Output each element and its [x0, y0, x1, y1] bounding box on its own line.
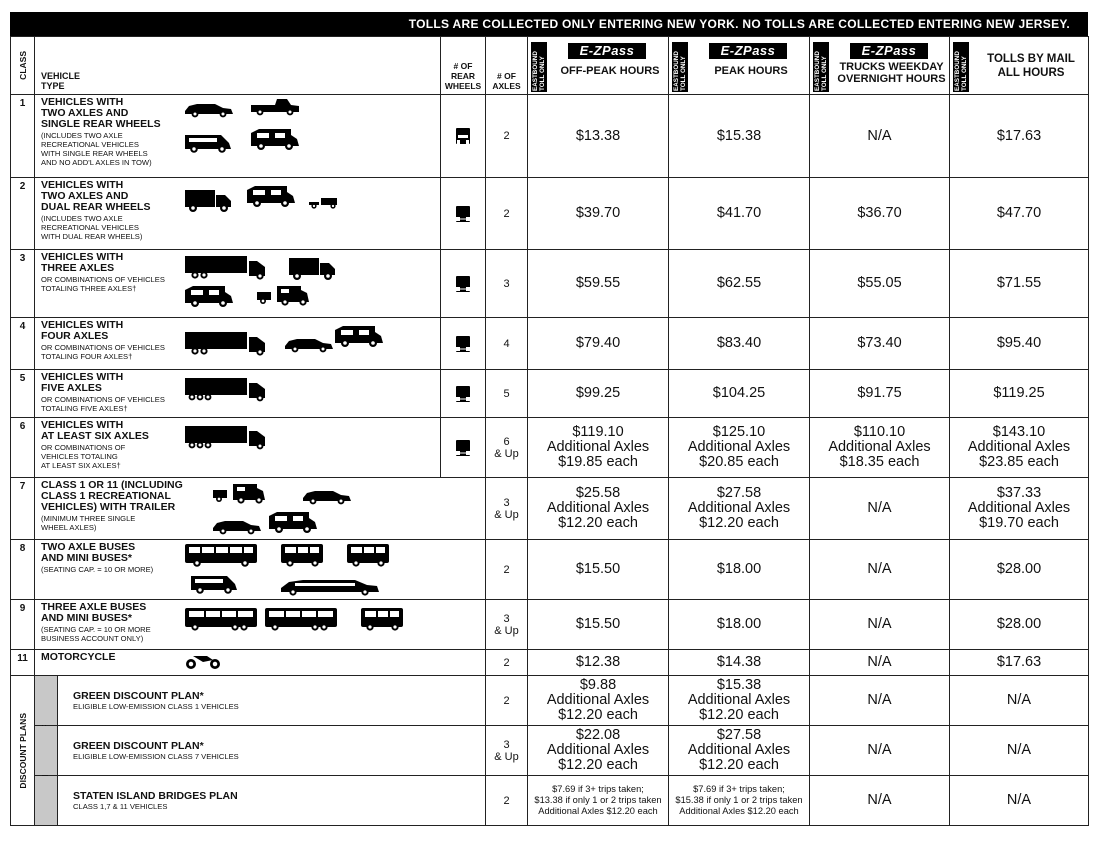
vehicle-icons — [185, 604, 415, 634]
vehicle-note: (INCLUDES TWO AXLE RECREATIONAL VEHICLES WITH SINGLE REAR WHEELS AND NO ADD'L AXLES IN TOW) — [41, 131, 152, 167]
plan-note: ELIGIBLE LOW-EMISSION CLASS 7 VEHICLES — [73, 752, 239, 761]
tolls-by-mail: $47.70 — [950, 178, 1089, 250]
trucks-overnight-toll: N/A — [810, 676, 950, 726]
offpeak-toll: $25.58 Additional Axles $12.20 each — [528, 478, 669, 540]
axles-value: 3 — [486, 250, 528, 318]
tolls-by-mail: $71.55 — [950, 250, 1089, 318]
class-number: 4 — [11, 318, 35, 370]
peak-toll: $83.40 — [669, 318, 810, 370]
plan-note: CLASS 1,7 & 11 VEHICLES — [73, 802, 168, 811]
vehicle-title: VEHICLES WITH TWO AXLES AND DUAL REAR WHEELS — [41, 179, 151, 213]
offpeak-toll: $99.25 — [528, 370, 669, 418]
vehicle-title: MOTORCYCLE — [41, 651, 116, 663]
trucks-overnight-toll: $36.70 — [810, 178, 950, 250]
vehicle-title: TWO AXLE BUSES AND MINI BUSES* — [41, 541, 136, 564]
offpeak-toll: $39.70 — [528, 178, 669, 250]
tolls-by-mail: $28.00 — [950, 540, 1089, 600]
vehicle-title: VEHICLES WITH THREE AXLES — [41, 251, 124, 274]
trucks-overnight-toll: $110.10 Additional Axles $18.35 each — [810, 418, 950, 478]
class-header: CLASS — [11, 37, 35, 95]
peak-header: EASTBOUND TOLL ONLY E-ZPass PEAK HOURS — [669, 37, 810, 95]
axles-value: 6 & Up — [486, 418, 528, 478]
class-row-7 — [11, 478, 1089, 540]
eastbound-tag: EASTBOUND TOLL ONLY — [953, 42, 969, 92]
rear-wheel-icon — [441, 318, 486, 370]
vehicle-note: (MINIMUM THREE SINGLE WHEEL AXLES) — [41, 514, 136, 532]
offpeak-toll: $15.50 — [528, 540, 669, 600]
vehicle-note: OR COMBINATIONS OF VEHICLES TOTALING AT LEAST SIX AXLES† — [41, 443, 126, 470]
tolls-by-mail: $143.10 Additional Axles $23.85 each — [950, 418, 1089, 478]
peak-toll: $41.70 — [669, 178, 810, 250]
vehicle-type-cell — [35, 178, 441, 250]
vehicle-note: (SEATING CAP. = 10 OR MORE BUSINESS ACCOUNT ONLY) — [41, 625, 151, 643]
peak-toll: $14.38 — [669, 650, 810, 676]
class-row-8 — [11, 540, 1089, 600]
plan-title: GREEN DISCOUNT PLAN* — [73, 690, 204, 702]
peak-toll: $62.55 — [669, 250, 810, 318]
vehicle-type-cell — [35, 318, 441, 370]
trucks-overnight-toll: $73.40 — [810, 318, 950, 370]
vehicle-title: VEHICLES WITH FIVE AXLES — [41, 371, 124, 394]
vehicle-note: (SEATING CAP. = 10 OR MORE) — [41, 565, 154, 574]
axles-value: 2 — [486, 776, 528, 826]
vehicle-title: VEHICLES WITH AT LEAST SIX AXLES — [41, 419, 149, 442]
vehicle-note: OR COMBINATIONS OF VEHICLES TOTALING FOUR AXLES† — [41, 343, 165, 361]
mail-header: EASTBOUND TOLL ONLY TOLLS BY MAIL ALL HOURS — [950, 37, 1089, 95]
vehicle-icons — [185, 99, 355, 165]
vehicle-title: VEHICLES WITH TWO AXLES AND SINGLE REAR WHEELS — [41, 96, 161, 130]
ezpass-logo: E-ZPass — [709, 43, 787, 59]
class-row-5 — [11, 370, 1089, 418]
class-row-4 — [11, 318, 1089, 370]
tolls-by-mail: $17.63 — [950, 650, 1089, 676]
trucks-overnight-toll: N/A — [810, 600, 950, 650]
discount-plan-row — [11, 726, 1089, 776]
plan-note: ELIGIBLE LOW-EMISSION CLASS 1 VEHICLES — [73, 702, 239, 711]
vehicle-note: (INCLUDES TWO AXLE RECREATIONAL VEHICLES WITH DUAL REAR WHEELS) — [41, 214, 143, 241]
vehicle-icons — [185, 422, 275, 450]
axles-value: 2 — [486, 676, 528, 726]
offpeak-header: EASTBOUND TOLL ONLY E-ZPass OFF-PEAK HOURS — [528, 37, 669, 95]
vehicle-icons — [185, 182, 355, 232]
tolls-by-mail: $119.25 — [950, 370, 1089, 418]
vehicle-type-cell — [35, 370, 441, 418]
offpeak-toll: $13.38 — [528, 95, 669, 178]
peak-toll: $125.10 Additional Axles $20.85 each — [669, 418, 810, 478]
class-row-2 — [11, 178, 1089, 250]
trucks-overnight-toll: N/A — [810, 726, 950, 776]
tolls-by-mail: N/A — [950, 726, 1089, 776]
rear-wheel-icon — [441, 370, 486, 418]
vehicle-type-cell — [35, 600, 486, 650]
axles-value: 2 — [486, 650, 528, 676]
vehicle-icons — [185, 544, 405, 602]
axles-value: 5 — [486, 370, 528, 418]
peak-toll: $7.69 if 3+ trips taken; $15.38 if only 1 or 2 trips taken Additional Axles $12.20 each — [669, 776, 810, 826]
class-number: 8 — [11, 540, 35, 600]
vehicle-type-cell — [35, 418, 441, 478]
axles-value: 4 — [486, 318, 528, 370]
axles-value: 2 — [486, 540, 528, 600]
eastbound-tag: EASTBOUND TOLL ONLY — [531, 42, 547, 92]
peak-toll: $15.38 — [669, 95, 810, 178]
rear-wheel-icon — [441, 178, 486, 250]
axles-value: 2 — [486, 178, 528, 250]
plan-name-cell — [35, 726, 486, 776]
offpeak-toll: $9.88 Additional Axles $12.20 each — [528, 676, 669, 726]
vehicle-icons — [185, 650, 225, 672]
offpeak-toll: $12.38 — [528, 650, 669, 676]
class-number: 7 — [11, 478, 35, 540]
axles-value: 3 & Up — [486, 600, 528, 650]
ezpass-logo: E-ZPass — [850, 43, 928, 59]
ezpass-logo: E-ZPass — [568, 43, 646, 59]
rear-wheels-header: # OF REAR WHEELS — [441, 37, 486, 95]
trucks-overnight-toll: N/A — [810, 776, 950, 826]
trucks-header: EASTBOUND TOLL ONLY E-ZPass TRUCKS WEEKDAY OVERNIGHT HOURS — [810, 37, 950, 95]
plan-name-cell — [35, 676, 486, 726]
tolls-by-mail: $95.40 — [950, 318, 1089, 370]
peak-toll: $18.00 — [669, 540, 810, 600]
plan-title: GREEN DISCOUNT PLAN* — [73, 740, 204, 752]
vehicle-type-cell — [35, 540, 486, 600]
vehicle-type-header: VEHICLE TYPE — [35, 37, 441, 95]
vehicle-type-cell — [35, 650, 486, 676]
class-number: 6 — [11, 418, 35, 478]
axles-value: 3 & Up — [486, 478, 528, 540]
vehicle-note: OR COMBINATIONS OF VEHICLES TOTALING FIVE AXLES† — [41, 395, 165, 413]
trucks-overnight-toll: N/A — [810, 478, 950, 540]
class-number: 3 — [11, 250, 35, 318]
discount-plans-label: DISCOUNT PLANS — [11, 676, 35, 826]
class-number: 11 — [11, 650, 35, 676]
trucks-overnight-toll: N/A — [810, 95, 950, 178]
vehicle-type-cell — [35, 95, 441, 178]
class-row-3 — [11, 250, 1089, 318]
axles-value: 3 & Up — [486, 726, 528, 776]
class-number: 9 — [11, 600, 35, 650]
vehicle-type-cell — [35, 478, 486, 540]
peak-toll: $27.58 Additional Axles $12.20 each — [669, 726, 810, 776]
vehicle-type-cell — [35, 250, 441, 318]
rear-wheel-icon — [441, 250, 486, 318]
rear-wheel-icon — [441, 95, 486, 178]
peak-toll: $27.58 Additional Axles $12.20 each — [669, 478, 810, 540]
toll-schedule — [10, 12, 1088, 826]
class-row-9 — [11, 600, 1089, 650]
vehicle-title: THREE AXLE BUSES AND MINI BUSES* — [41, 601, 147, 624]
axles-header: # OF AXLES — [486, 37, 528, 95]
class-row-1 — [11, 95, 1089, 178]
class-number: 5 — [11, 370, 35, 418]
vehicle-title: VEHICLES WITH FOUR AXLES — [41, 319, 124, 342]
class-row-6 — [11, 418, 1089, 478]
header-row — [11, 37, 1089, 95]
rear-wheel-icon — [441, 418, 486, 478]
vehicle-note: OR COMBINATIONS OF VEHICLES TOTALING THREE AXLES† — [41, 275, 165, 293]
peak-toll: $18.00 — [669, 600, 810, 650]
vehicle-title: CLASS 1 OR 11 (INCLUDING CLASS 1 RECREATIONAL VEHICLES) WITH TRAILER — [41, 479, 183, 513]
trucks-overnight-toll: $55.05 — [810, 250, 950, 318]
discount-plan-row — [11, 776, 1089, 826]
tolls-by-mail: N/A — [950, 676, 1089, 726]
vehicle-icons — [185, 374, 275, 402]
peak-toll: $15.38 Additional Axles $12.20 each — [669, 676, 810, 726]
class-row-11 — [11, 650, 1089, 676]
eastbound-tag: EASTBOUND TOLL ONLY — [813, 42, 829, 92]
eastbound-tag: EASTBOUND TOLL ONLY — [672, 42, 688, 92]
vehicle-icons — [213, 482, 383, 540]
vehicle-icons — [185, 254, 365, 310]
axles-value: 2 — [486, 95, 528, 178]
offpeak-toll: $79.40 — [528, 318, 669, 370]
toll-table — [10, 36, 1089, 826]
tolls-by-mail: $37.33 Additional Axles $19.70 each — [950, 478, 1089, 540]
tolls-by-mail: $28.00 — [950, 600, 1089, 650]
class-number: 2 — [11, 178, 35, 250]
discount-plan-row — [11, 676, 1089, 726]
plan-name-cell — [35, 776, 486, 826]
offpeak-toll: $22.08 Additional Axles $12.20 each — [528, 726, 669, 776]
banner: TOLLS ARE COLLECTED ONLY ENTERING NEW YORK. NO TOLLS ARE COLLECTED ENTERING NEW JERSEY. — [10, 12, 1088, 36]
tolls-by-mail: $17.63 — [950, 95, 1089, 178]
trucks-overnight-toll: N/A — [810, 650, 950, 676]
tolls-by-mail: N/A — [950, 776, 1089, 826]
offpeak-toll: $7.69 if 3+ trips taken; $13.38 if only 1 or 2 trips taken Additional Axles $12.20 each — [528, 776, 669, 826]
peak-toll: $104.25 — [669, 370, 810, 418]
offpeak-toll: $59.55 — [528, 250, 669, 318]
offpeak-toll: $119.10 Additional Axles $19.85 each — [528, 418, 669, 478]
class-number: 1 — [11, 95, 35, 178]
plan-title: STATEN ISLAND BRIDGES PLAN — [73, 790, 238, 802]
vehicle-icons — [185, 322, 395, 360]
trucks-overnight-toll: $91.75 — [810, 370, 950, 418]
trucks-overnight-toll: N/A — [810, 540, 950, 600]
offpeak-toll: $15.50 — [528, 600, 669, 650]
